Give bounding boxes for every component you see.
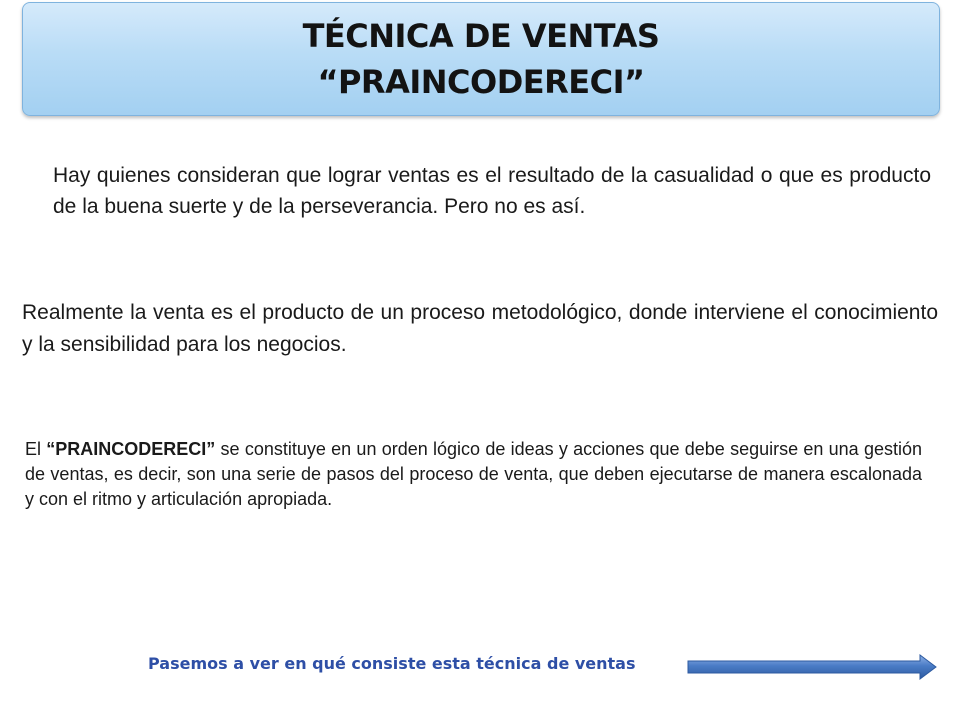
definition-prefix: El — [25, 439, 47, 459]
definition-term: “PRAINCODERECI” — [46, 439, 216, 459]
right-arrow-icon[interactable] — [684, 652, 940, 682]
definition-body: se constituye en un orden lógico de ideas y acciones que debe seguirse en una gestión de ventas, es decir, son una serie de pasos del proceso de venta, que deben ejecutarse de manera escalonada y con el ritmo y articulación apropiada. — [25, 439, 923, 509]
next-step-link[interactable]: Pasemos a ver en qué consiste esta técnica de ventas — [148, 654, 636, 673]
title-line-1: TÉCNICA DE VENTAS — [302, 17, 660, 55]
title-line-2: “PRAINCODERECI” — [317, 63, 645, 101]
paragraph-method: Realmente la venta es el producto de un proceso metodológico, donde interviene el conocimiento y la sensibilidad para los negocios. — [22, 301, 938, 356]
title-banner — [22, 2, 940, 116]
paragraph-intro: Hay quienes consideran que lograr ventas es el resultado de la casualidad o que es producto de la buena suerte y de la perseverancia. Pero no es así. — [53, 164, 931, 218]
paragraph-definition — [25, 437, 922, 512]
